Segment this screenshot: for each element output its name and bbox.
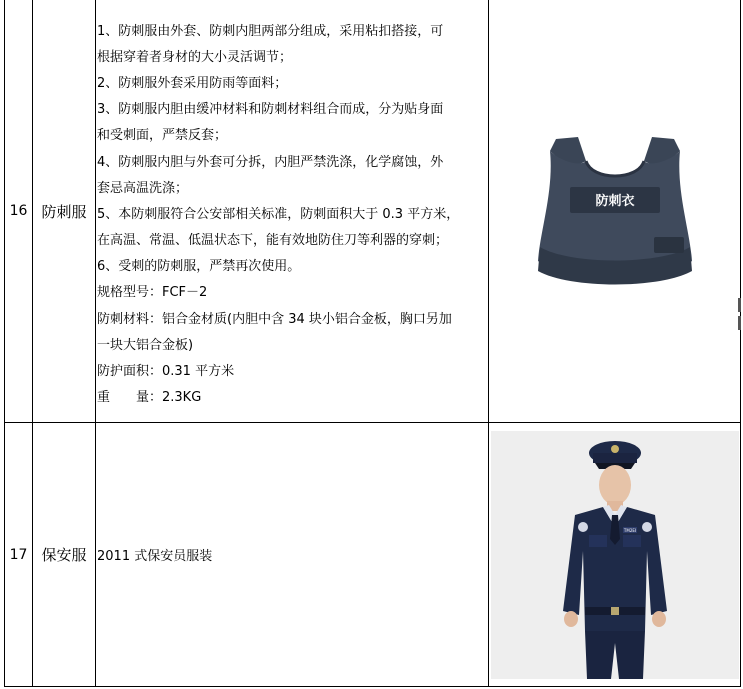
item-description [96, 0, 489, 423]
right-hand [652, 611, 666, 627]
stab-proof-vest-icon [530, 121, 700, 301]
description-line: 在高温、常温、低温状态下，能有效地防住刀等利器的穿刺； [97, 233, 449, 249]
description-line: 和受刺面，严禁反套； [97, 128, 228, 144]
item-name: 防刺服 [33, 0, 96, 423]
table-row [5, 423, 741, 687]
item-image-cell [489, 423, 741, 687]
description-line: 4、防刺服内胆与外套可分拆，内胆严禁洗涤，化学腐蚀，外 [97, 154, 444, 170]
vest-label: 防刺衣 [594, 194, 635, 209]
cap-badge-icon [611, 445, 619, 453]
description-line: 2、防刺服外套采用防雨等面料； [97, 75, 288, 91]
left-arm-patch-icon [578, 522, 588, 532]
right-arm-patch-icon [642, 522, 652, 532]
page-edge-mark [738, 298, 741, 312]
vest-side-strap [654, 237, 684, 253]
right-pocket [623, 535, 641, 547]
belt-buckle-icon [611, 607, 619, 615]
item-name: 保安服 [33, 423, 96, 687]
left-pocket [589, 535, 607, 547]
description-line: 防护面积：0.31 平方米 [97, 364, 235, 380]
spec-table [4, 0, 741, 687]
page-edge-mark [738, 316, 741, 330]
cap-band [593, 453, 637, 463]
description-line: 重 量：2.3KG [97, 390, 202, 406]
description-line: 防刺材料：铝合金材质(内胆中含 34 块小铝合金板，胸口另加 [97, 311, 452, 327]
row-number: 17 [5, 423, 33, 687]
face [599, 465, 631, 505]
description-line: 规格型号：FCF－2 [97, 285, 208, 301]
description-text: 2011 式保安员服装 [97, 549, 213, 564]
left-hand [564, 611, 578, 627]
security-uniform-icon [491, 431, 739, 679]
vest-photo [530, 121, 700, 301]
name-tag-text: TM2EI [623, 527, 636, 533]
description-line: 套忌高温洗涤； [97, 180, 189, 196]
description-line: 1、防刺服由外套、防刺内胆两部分组成，采用粘扣搭接，可 [97, 23, 444, 39]
description-line: 3、防刺服内胆由缓冲材料和防刺材料组合而成，分为贴身面 [97, 102, 444, 118]
description-lines [96, 11, 488, 412]
table-row [5, 0, 741, 423]
item-image-cell [489, 0, 741, 423]
description-line: 6、受刺的防刺服，严禁再次使用。 [97, 259, 301, 275]
description-line: 根据穿着者身材的大小灵活调节； [97, 49, 293, 65]
description-line: 5、本防刺服符合公安部相关标准，防刺面积大于 0.3 平方米， [97, 206, 460, 222]
row-number: 16 [5, 0, 33, 423]
description-line: 一块大铝合金板) [97, 337, 194, 353]
item-description [96, 423, 489, 687]
uniform-photo [491, 431, 739, 679]
